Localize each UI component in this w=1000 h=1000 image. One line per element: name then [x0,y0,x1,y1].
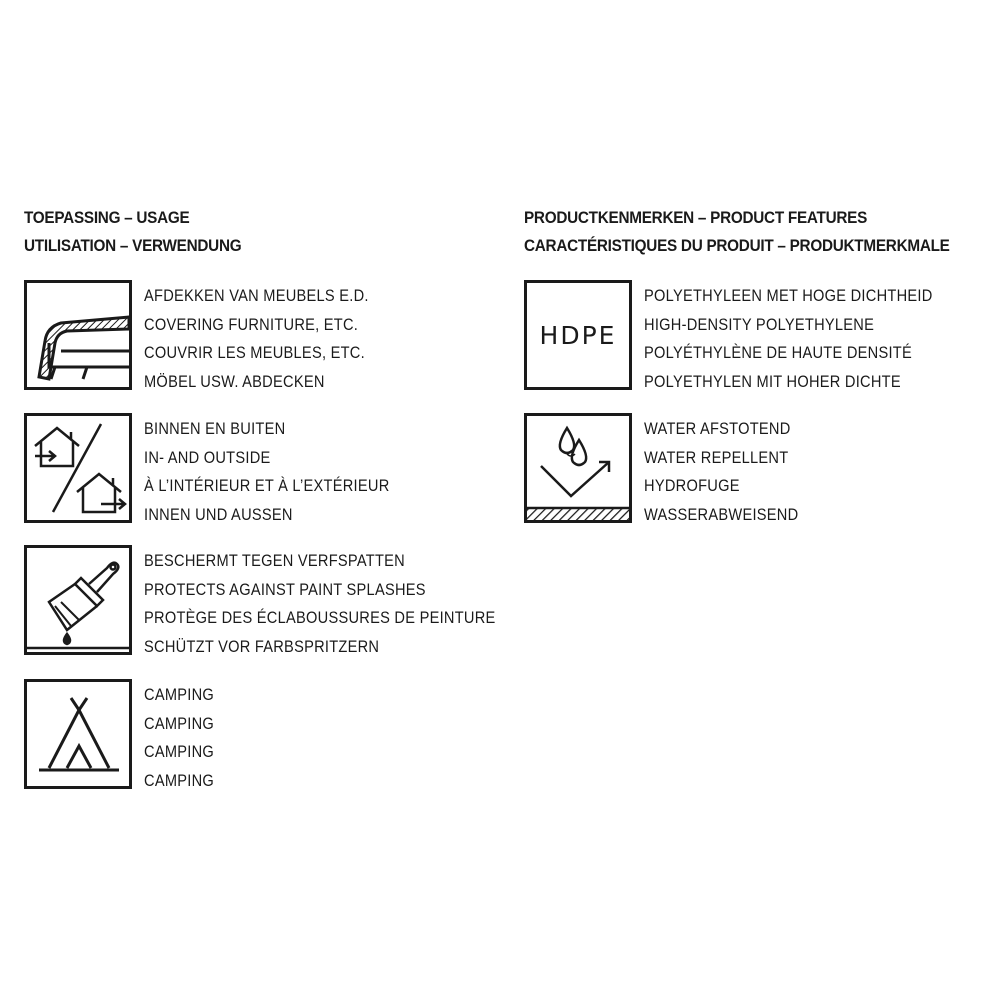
features-heading-line-1: PRODUCTKENMERKEN – PRODUCT FEATURES [524,208,868,227]
sofa-cover-icon [24,280,132,390]
tent-icon [24,679,132,789]
usage-1-line-de: MÖBEL USW. ABDECKEN [144,371,325,391]
paint-brush-icon [24,545,132,655]
usage-item-indoor-outdoor [24,413,494,525]
usage-3-line-de: SCHÜTZT VOR FARBSPRITZERN [144,636,380,656]
feature-1-line-nl: POLYETHYLEEN MET HOGE DICHTHEID [644,286,933,305]
feature-2-line-fr: HYDROFUGE [644,476,740,495]
usage-3-line-en: PROTECTS AGAINST PAINT SPLASHES [144,579,426,599]
features-heading [524,204,950,260]
usage-2-line-en: IN- AND OUTSIDE [144,447,271,467]
usage-heading-line-2: UTILISATION – VERWENDUNG [24,236,242,255]
features-heading-line-2: CARACTÉRISTIQUES DU PRODUIT – PRODUKTMERKMALE [524,236,950,255]
hdpe-icon [524,280,632,390]
usage-1-line-fr: COUVRIR LES MEUBLES, ETC. [144,343,365,362]
usage-3-line-nl: BESCHERMT TEGEN VERFSPATTEN [144,551,405,570]
feature-2-line-nl: WATER AFSTOTEND [644,419,791,438]
usage-item-camping [24,679,494,791]
feature-1-line-de: POLYETHYLEN MIT HOHER DICHTE [644,371,901,391]
usage-heading [24,204,241,260]
indoor-outdoor-house-icon [24,413,132,523]
usage-3-line-fr: PROTÈGE DES ÉCLABOUSSURES DE PEINTURE [144,608,496,627]
usage-heading-line-1: TOEPASSING – USAGE [24,208,190,227]
usage-2-line-fr: À L’INTÉRIEUR ET À L’EXTÉRIEUR [144,476,390,495]
usage-4-line-nl: CAMPING [144,685,215,704]
usage-item-furniture [24,280,494,392]
usage-item-paint [24,545,494,657]
feature-1-line-en: HIGH-DENSITY POLYETHYLENE [644,314,875,334]
hdpe-icon-label: HDPE [539,320,617,350]
feature-2-line-en: WATER REPELLENT [644,447,789,467]
feature-item-hdpe [524,280,994,392]
feature-item-water [524,413,994,525]
water-repellent-icon [524,413,632,523]
usage-4-line-en: CAMPING [144,713,215,733]
usage-1-line-en: COVERING FURNITURE, ETC. [144,314,359,334]
usage-4-line-fr: CAMPING [144,742,215,761]
feature-2-line-de: WASSERABWEISEND [644,504,799,524]
usage-2-line-de: INNEN UND AUSSEN [144,504,293,524]
feature-1-line-fr: POLYÉTHYLÈNE DE HAUTE DENSITÉ [644,343,912,362]
usage-1-line-nl: AFDEKKEN VAN MEUBELS E.D. [144,286,369,305]
usage-2-line-nl: BINNEN EN BUITEN [144,419,286,438]
usage-4-line-de: CAMPING [144,770,215,790]
